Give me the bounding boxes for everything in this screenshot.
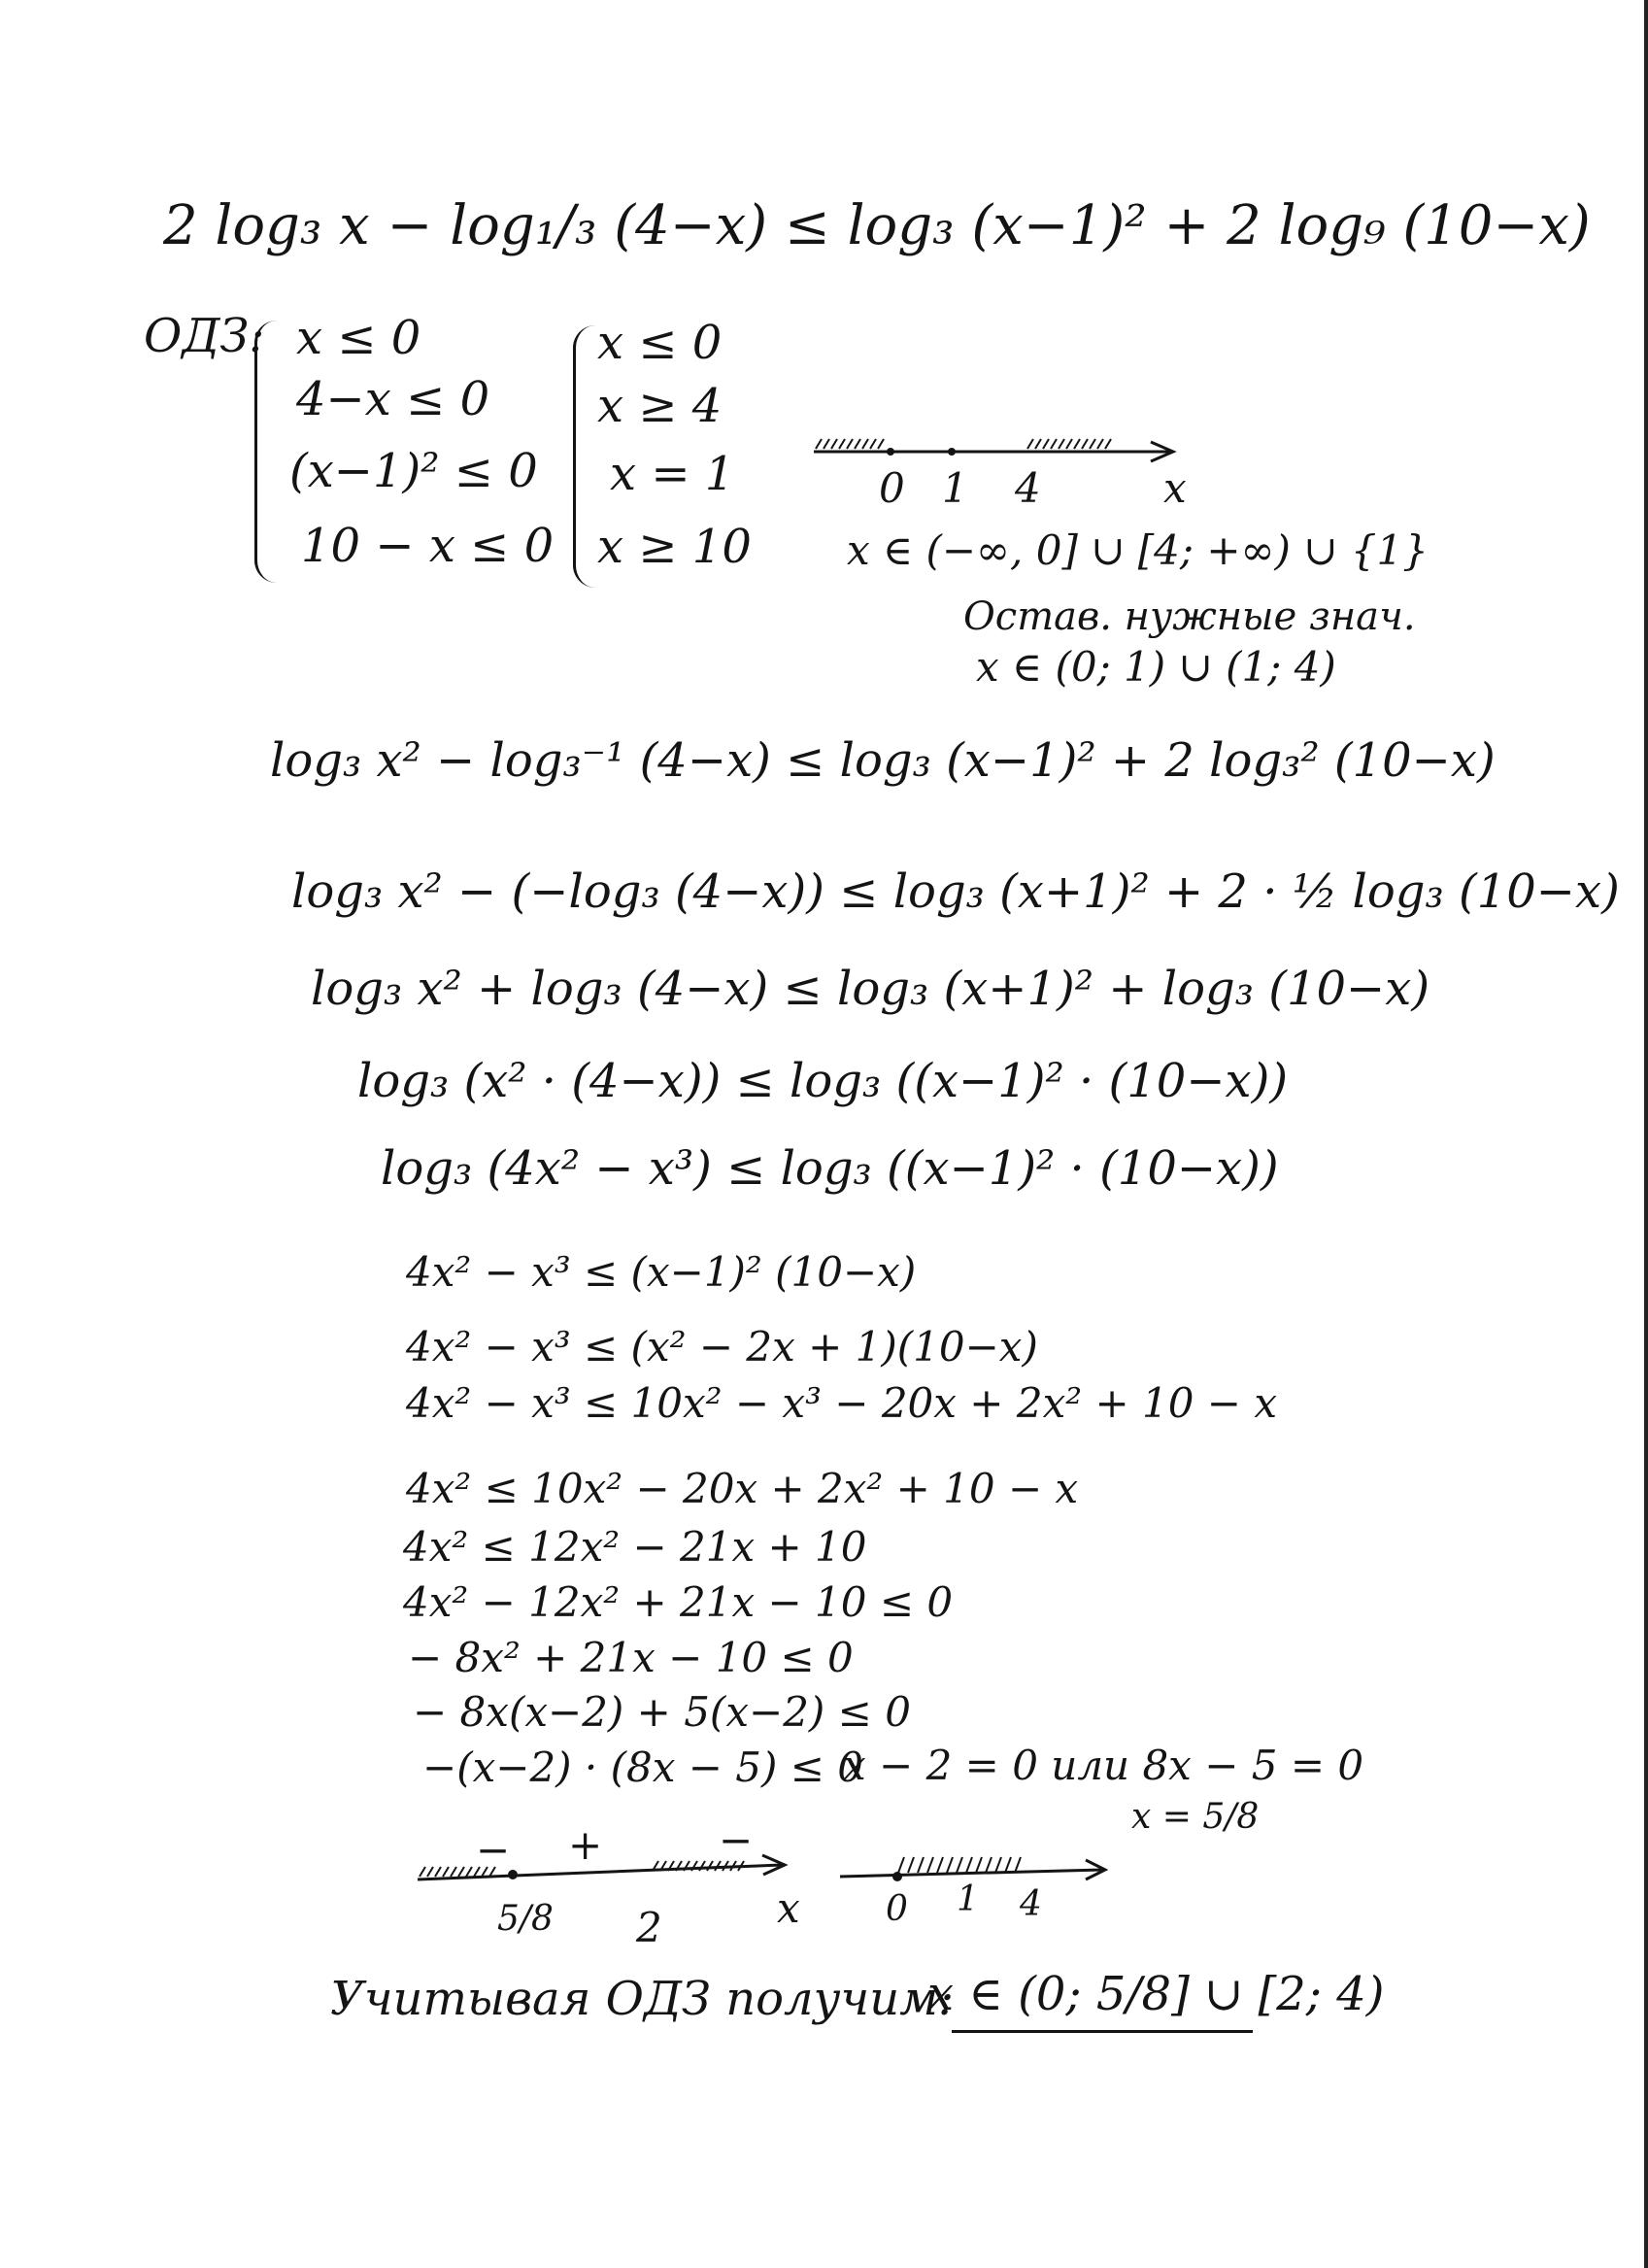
system2-line: x = 1 xyxy=(610,447,735,501)
system1-line: x ≤ 0 xyxy=(296,311,421,365)
system1-line: 10 − x ≤ 0 xyxy=(301,519,555,573)
odz-tick-label: 1 xyxy=(942,464,968,512)
sign-tick-label: 5/8 xyxy=(497,1899,554,1939)
sign-label: − xyxy=(476,1826,511,1874)
step-line: log₃ (4x² − x³) ≤ log₃ ((x−1)² · (10−x)) xyxy=(381,1141,1279,1196)
sign-axis-var: x xyxy=(777,1884,800,1932)
root-value: x = 5/8 xyxy=(1131,1797,1260,1837)
sign-tick-label: 2 xyxy=(636,1904,662,1951)
odz-tick-label: 4 xyxy=(1015,464,1041,512)
odz-note: Остав. нужные знач. xyxy=(963,594,1416,639)
step-line: − 8x² + 21x − 10 ≤ 0 xyxy=(408,1634,854,1681)
system1-line: (x−1)² ≤ 0 xyxy=(289,444,538,498)
step-line: − 8x(x−2) + 5(x−2) ≤ 0 xyxy=(413,1688,911,1736)
odz-small-tick: 4 xyxy=(1020,1884,1042,1924)
odz-tick-label: 0 xyxy=(879,464,905,512)
odz-kept: x ∈ (0; 1) ∪ (1; 4) xyxy=(976,643,1336,691)
answer-underline xyxy=(952,2030,1253,2033)
odz-small-tick: 1 xyxy=(957,1879,979,1919)
step-line: log₃ (x² · (4−x)) ≤ log₃ ((x−1)² · (10−x)) xyxy=(357,1054,1289,1108)
system2-line: x ≥ 4 xyxy=(597,379,723,433)
odz-small-tick: 0 xyxy=(886,1889,908,1929)
odz-small-point xyxy=(892,1872,902,1881)
step-line: log₃ x² + log₃ (4−x) ≤ log₃ (x+1)² + log₃ (10−x) xyxy=(311,962,1430,1016)
system2-line: x ≤ 0 xyxy=(597,316,723,370)
step-line: −(x−2) · (8x − 5) ≤ 0 xyxy=(422,1743,864,1791)
step-line: log₃ x² − (−log₃ (4−x)) ≤ log₃ (x+1)² + 2 · ½ log₃ (10−x) xyxy=(291,864,1620,919)
sign-label: − xyxy=(719,1816,754,1864)
step-line: 4x² ≤ 10x² − 20x + 2x² + 10 − x xyxy=(406,1465,1079,1512)
system2-line: x ≥ 10 xyxy=(597,520,752,574)
odz-label: ОДЗ: xyxy=(144,309,265,363)
sign-label: + xyxy=(568,1821,603,1869)
roots-equations: x − 2 = 0 или 8x − 5 = 0 xyxy=(843,1742,1364,1789)
step-line: 4x² ≤ 12x² − 21x + 10 xyxy=(403,1523,867,1571)
answer-value: x ∈ (0; 5/8] ∪ [2; 4) xyxy=(927,1967,1385,2021)
system1-line: 4−x ≤ 0 xyxy=(296,372,490,426)
step-line: 4x² − x³ ≤ (x² − 2x + 1)(10−x) xyxy=(406,1323,1038,1371)
step-line: 4x² − 12x² + 21x − 10 ≤ 0 xyxy=(403,1578,954,1626)
odz-axis-var: x xyxy=(1163,464,1187,512)
step-line: 4x² − x³ ≤ (x−1)² (10−x) xyxy=(406,1248,917,1296)
odz-union: x ∈ (−∞, 0] ∪ [4; +∞) ∪ {1} xyxy=(847,526,1429,574)
step-line: 4x² − x³ ≤ 10x² − x³ − 20x + 2x² + 10 − x xyxy=(406,1379,1278,1427)
answer-prefix: Учитывая ОДЗ получим: xyxy=(330,1972,955,2026)
problem-statement: 2 log₃ x − log₁/₃ (4−x) ≤ log₃ (x−1)² + 2 log₉ (10−x) xyxy=(163,194,1591,257)
step-line: log₃ x² − log₃⁻¹ (4−x) ≤ log₃ (x−1)² + 2 log₃² (10−x) xyxy=(270,733,1496,788)
